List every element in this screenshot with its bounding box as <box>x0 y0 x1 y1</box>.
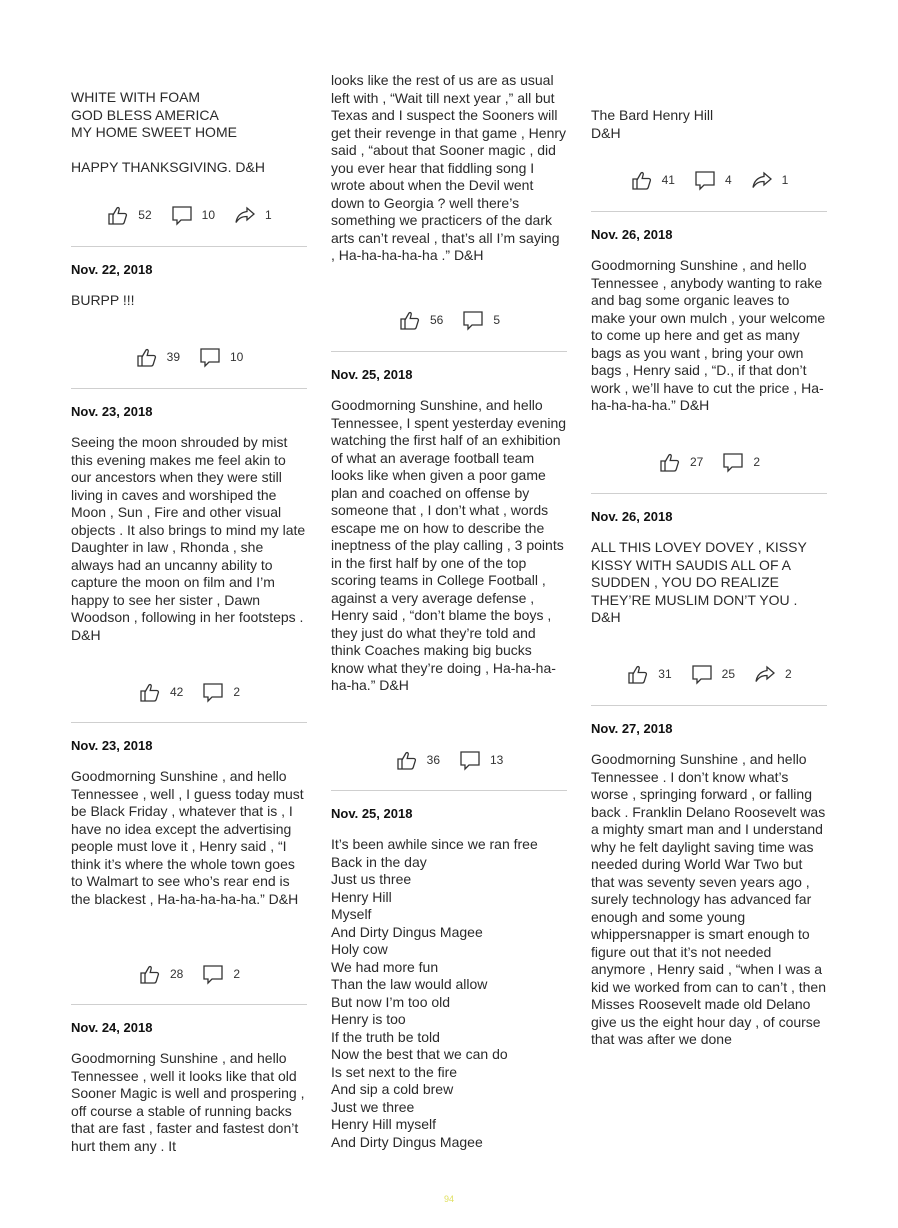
post-date: Nov. 25, 2018 <box>331 806 413 821</box>
post-date: Nov. 22, 2018 <box>71 262 153 277</box>
like-button[interactable]: 31 <box>626 662 671 686</box>
thumbs-up-icon <box>106 203 130 227</box>
post-text: ALL THIS LOVEY DOVEY , KISSY KISSY WITH SAUDIS ALL OF A SUDDEN , YOU DO REALIZE THEY’RE MUSLIM DON’T YOU . D&H <box>591 539 807 625</box>
post-text: The Bard Henry Hill D&H <box>591 107 714 141</box>
thumbs-up-icon <box>138 962 162 986</box>
comment-button[interactable]: 10 <box>198 345 243 369</box>
like-button[interactable]: 41 <box>630 168 675 192</box>
post-text: BURPP !!! <box>71 292 135 308</box>
like-button[interactable]: 39 <box>135 345 180 369</box>
post-stats <box>71 345 307 369</box>
comment-button[interactable]: 2 <box>721 450 760 474</box>
comment-button[interactable]: 2 <box>201 680 240 704</box>
post-text: WHITE WITH FOAM GOD BLESS AMERICA MY HOME SWEET HOME HAPPY THANKSGIVING. D&H <box>71 89 265 175</box>
post-date: Nov. 25, 2018 <box>331 367 413 382</box>
comment-button[interactable]: 5 <box>461 308 500 332</box>
comment-icon <box>693 168 717 192</box>
post-stats <box>331 308 567 332</box>
comment-icon <box>721 450 745 474</box>
like-button[interactable]: 56 <box>398 308 443 332</box>
divider <box>331 351 567 352</box>
comment-icon <box>690 662 714 686</box>
divider <box>591 705 827 706</box>
thumbs-up-icon <box>135 345 159 369</box>
post-stats <box>331 748 567 772</box>
like-button[interactable]: 36 <box>395 748 440 772</box>
post-date: Nov. 24, 2018 <box>71 1020 153 1035</box>
like-button[interactable]: 42 <box>138 680 183 704</box>
comment-button[interactable]: 13 <box>458 748 503 772</box>
share-icon <box>750 168 774 192</box>
comment-icon <box>461 308 485 332</box>
comment-icon <box>170 203 194 227</box>
divider <box>71 1004 307 1005</box>
share-icon <box>753 662 777 686</box>
comment-button[interactable]: 10 <box>170 203 215 227</box>
divider <box>591 493 827 494</box>
post-date: Nov. 23, 2018 <box>71 404 153 419</box>
divider <box>71 246 307 247</box>
comment-button[interactable]: 25 <box>690 662 735 686</box>
thumbs-up-icon <box>658 450 682 474</box>
share-button[interactable]: 1 <box>233 203 272 227</box>
post-text: Seeing the moon shrouded by mist this evening makes me feel akin to our ancestors when they were still living in caves and worshiped the Moon , Sun , Fire and other visual objects . It also brings to mind my late Daughter in law , Rhonda , she always had an uncanny ability to capture the moon on film and I’m happy to see her sister , Dawn Woodson , following in her footsteps . D&H <box>71 434 306 643</box>
post-stats <box>591 662 827 686</box>
thumbs-up-icon <box>630 168 654 192</box>
share-icon <box>233 203 257 227</box>
divider <box>71 388 307 389</box>
comment-icon <box>201 962 225 986</box>
comment-button[interactable]: 4 <box>693 168 732 192</box>
comment-icon <box>458 748 482 772</box>
post-stats <box>71 680 307 704</box>
thumbs-up-icon <box>395 748 419 772</box>
like-button[interactable]: 28 <box>138 962 183 986</box>
like-button[interactable]: 27 <box>658 450 703 474</box>
comment-icon <box>198 345 222 369</box>
post-date: Nov. 27, 2018 <box>591 721 673 736</box>
post-text: It’s been awhile since we ran free Back in the day Just us three Henry Hill Myself And Dirty Dingus Magee Holy cow We had more fun Than the law would allow But now I’m too old Henry is too If the truth be told Now the best that we can do Is set next to the fire And sip a cold brew Just we three Henry Hill myself And Dirty Dingus Magee <box>331 836 538 1150</box>
post-text: Goodmorning Sunshine , and hello Tennessee , well , I guess today must be Black Friday , whatever that is , I have no idea except the advertising people must love it , Henry said , “I think it’s where the whole town goes to Walmart to see who’s rear end is the blackest , Ha-ha-ha-ha-ha.” D&H <box>71 768 304 907</box>
post-stats <box>591 168 827 192</box>
share-button[interactable]: 1 <box>750 168 789 192</box>
post-stats <box>591 450 827 474</box>
comment-icon <box>201 680 225 704</box>
post-stats <box>71 203 307 227</box>
thumbs-up-icon <box>138 680 162 704</box>
post-stats <box>71 962 307 986</box>
divider <box>71 722 307 723</box>
post-text: Goodmorning Sunshine, and hello Tennessee, I spent yesterday evening watching the first half of an exhibition of what an average football team looks like when given a poor game plan and coached on offense by someone that , I don’t what , words escape me on how to describe the ineptness of the play calling , 3 points in the first half by one of the top scoring teams in College Football , against a very average defense , Henry said , “don’t blame the boys , they just do what they’re told and think Coaches making big bucks know what they’re doing , Ha-ha-ha-ha-ha.” D&H <box>331 397 567 693</box>
post-text: Goodmorning Sunshine , and hello Tennessee , anybody wanting to rake and bag some organic leaves to make your own mulch , your welcome to come up here and get as many bags as you want , bring your own bags , Henry said , “D., if that don’t work , we’ll have to cut the price , Ha-ha-ha-ha-ha.” D&H <box>591 257 826 413</box>
thumbs-up-icon <box>398 308 422 332</box>
post-text: Goodmorning Sunshine , and hello Tennessee . I don’t know what’s worse , springing forward , or falling back . Franklin Delano Roosevelt was a mighty smart man and I understand why he felt daylight saving time was needed during World War Two but that was seventy seven years ago , surely technology has advanced far enough and some young whippersnapper is smart enough to figure out that it’s not needed anymore , Henry said , “when I was a kid we worked from can to can’t , then Misses Roosevelt made old Delano give us the eight hour day , of course that was after we done <box>591 751 826 1047</box>
divider <box>331 790 567 791</box>
post-date: Nov. 23, 2018 <box>71 738 153 753</box>
divider <box>591 211 827 212</box>
page-number: 94 <box>443 1194 454 1204</box>
thumbs-up-icon <box>626 662 650 686</box>
like-button[interactable]: 52 <box>106 203 151 227</box>
comment-button[interactable]: 2 <box>201 962 240 986</box>
post-text: Goodmorning Sunshine , and hello Tennessee , well it looks like that old Sooner Magic is well and prospering , off course a stable of running backs that are fast , faster and fastest don’t hurt them any . It <box>71 1050 305 1154</box>
post-date: Nov. 26, 2018 <box>591 227 673 242</box>
share-button[interactable]: 2 <box>753 662 792 686</box>
post-date: Nov. 26, 2018 <box>591 509 673 524</box>
post-text: looks like the rest of us are as usual left with , “Wait till next year ,” all but Texas and I suspect the Sooners will get their revenge in that game , Henry said , “about that Sooner magic , did you ever hear that fiddling song I wrote about when the Devil went down to Georgia ? well there’s something we practicers of the dark arts can’t reveal , that’s all I’m saying , Ha-ha-ha-ha-ha .” D&H <box>331 72 567 263</box>
